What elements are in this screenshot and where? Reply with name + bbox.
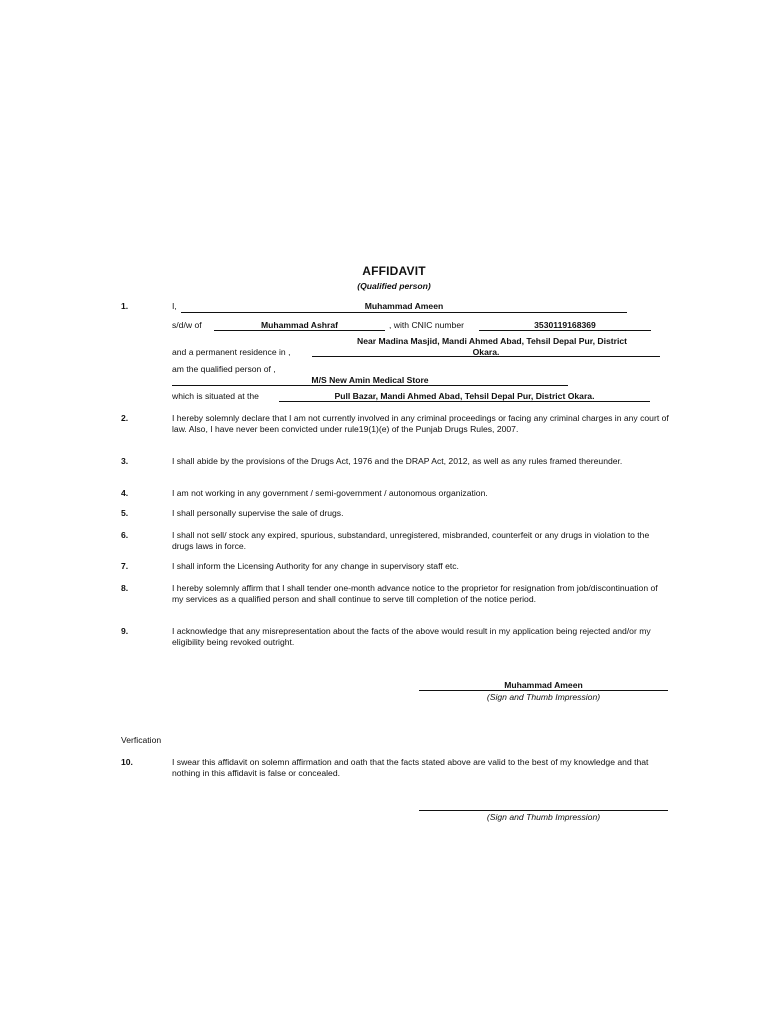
clause-number: 6. <box>121 530 129 540</box>
residence-line-1: Near Madina Masjid, Mandi Ahmed Abad, Tehsil Depal Pur, District <box>357 336 627 346</box>
cnic-number: 3530119168369 <box>534 320 596 330</box>
name-underline <box>181 312 627 313</box>
address-underline <box>279 401 650 402</box>
residence-label: and a permanent residence in , <box>172 347 291 357</box>
address: Pull Bazar, Mandi Ahmed Abad, Tehsil Depal Pur, District Okara. <box>334 391 595 401</box>
document-subtitle: (Qualified person) <box>357 281 431 291</box>
cnic-label: , with CNIC number <box>389 320 464 330</box>
cnic-underline <box>479 330 651 331</box>
signatory-name: Muhammad Ameen <box>504 680 583 690</box>
father-name: Muhammad Ashraf <box>260 320 339 330</box>
store-underline <box>172 385 568 386</box>
clause-number: 1. <box>121 301 129 311</box>
verification-text: I swear this affidavit on solemn affirmation and oath that the facts stated above are valid to the best of my knowledge and that nothing in this affidavit is false or concealed. <box>172 757 649 778</box>
signature-line <box>419 810 668 811</box>
signature-caption: (Sign and Thumb Impression) <box>486 692 601 702</box>
clause-text: I am not working in any government / semi-government / autonomous organization. <box>172 488 488 498</box>
clause-text: I shall inform the Licensing Authority for any change in supervisory staff etc. <box>172 561 459 571</box>
clause-text: I shall personally supervise the sale of drugs. <box>172 508 344 518</box>
clause-text: I hereby solemnly affirm that I shall tender one-month advance notice to the proprietor for resignation from job/discontinuation of my services as a qualified person and shall continue to serve till completion of the notice period. <box>172 583 658 604</box>
qualified-label: am the qualified person of , <box>172 364 276 374</box>
verification-heading: Verfication <box>121 735 162 745</box>
clause-number: 4. <box>121 488 129 498</box>
clause-number: 8. <box>121 583 129 593</box>
clause-number: 5. <box>121 508 129 518</box>
clause-text: I shall not sell/ stock any expired, spurious, substandard, unregistered, misbranded, counterfeit or any drugs in violation to the drugs laws in force. <box>172 530 650 551</box>
clause-text: I hereby solemnly declare that I am not currently involved in any criminal proceedings or facing any criminal charges in any court of law. Also, I have never been convicted under rule19(1)(e) of the Punjab Drugs Rules, 2007. <box>172 413 669 434</box>
document-title: AFFIDAVIT <box>362 264 426 278</box>
deponent-name: Muhammad Ameen <box>364 301 444 311</box>
situated-label: which is situated at the <box>172 391 259 401</box>
clause-number: 10. <box>121 757 133 767</box>
clause-number: 9. <box>121 626 129 636</box>
clause-text: I acknowledge that any misrepresentation about the facts of the above would result in my application being rejected and/or my eligibility being revoked outright. <box>172 626 651 647</box>
clause-number: 2. <box>121 413 129 423</box>
i-label: I, <box>172 301 177 311</box>
residence-line-2: Okara. <box>472 347 500 357</box>
signature-caption: (Sign and Thumb Impression) <box>486 812 601 822</box>
signature-line <box>419 690 668 691</box>
clause-number: 7. <box>121 561 129 571</box>
father-underline <box>214 330 385 331</box>
store-name: M/S New Amin Medical Store <box>311 375 429 385</box>
clause-number: 3. <box>121 456 129 466</box>
residence-underline <box>312 356 660 357</box>
clause-text: I shall abide by the provisions of the Drugs Act, 1976 and the DRAP Act, 2012, as well as any rules framed thereunder. <box>172 456 623 466</box>
sdw-label: s/d/w of <box>172 320 202 330</box>
